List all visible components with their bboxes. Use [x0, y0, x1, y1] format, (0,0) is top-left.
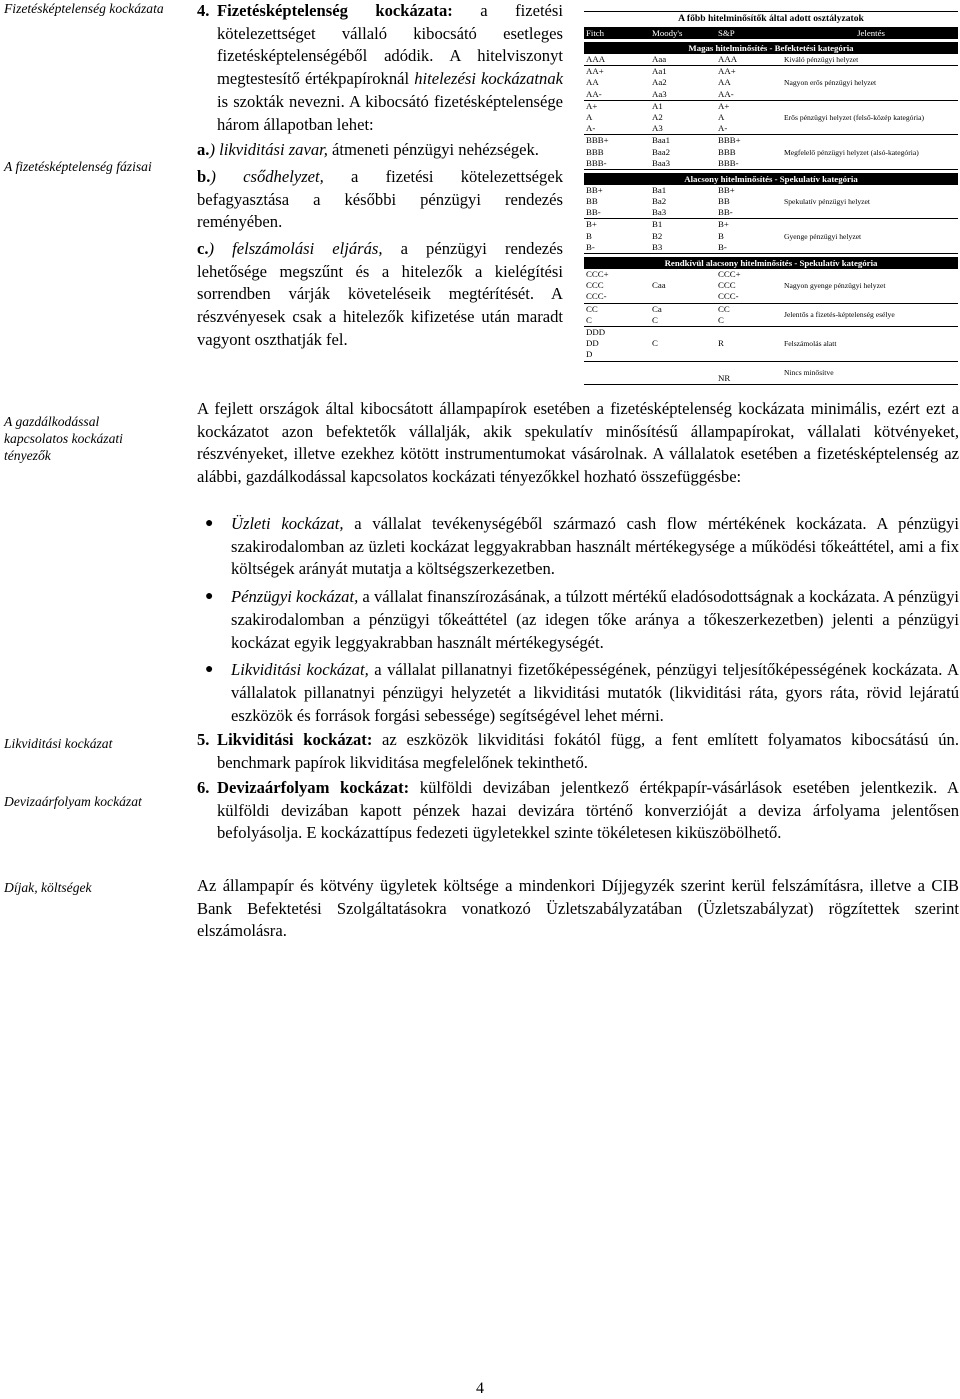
intro-paragraph: A fejlett országok által kibocsátott állampapírok esetében a fizetésképtelenség kockázata minimális, ezért ezt a kockázatot azon befektetők vállalják, akik spekulatív minősítésű állampapírokat, vállalati kötvényeket, részvényeket, illetve ezekhez kötött instrumentumokat vásárolnak. A vállalatok esetében a fizetésképtelenség az alábbi, gazdálkodással kapcsolatos kockázati tényezőkkel hozható összefüggésbe: [197, 399, 959, 487]
fitch-rating: CCC [586, 280, 604, 291]
rating-group [584, 66, 958, 101]
rating-codes [584, 219, 784, 253]
rating-codes [584, 101, 784, 135]
item-term: ) felszámolási eljárás, [208, 239, 383, 259]
rating-codes [584, 185, 784, 219]
fitch-rating: A+ [586, 100, 598, 111]
table-row [584, 185, 784, 196]
section-6-row [197, 777, 959, 845]
rating-group [584, 101, 958, 136]
item-text: átmeneti pénzügyi nehézségek. [327, 140, 539, 160]
item-label: a. [197, 140, 210, 160]
fitch-rating: BBB- [586, 157, 607, 168]
sp-rating: BBB- [718, 157, 739, 168]
section-5-body [217, 729, 959, 774]
list-item-body: a vállalat tevékenységéből származó cash flow mértékének kockázata. A pénzügyi szakirodalomban az üzleti kockázat leggyakrabban használt mértékegysége a működési tőkeáttétel, ami a fix költségek arányát mutatja a költségszerkezetben. [231, 514, 959, 579]
item-term: ) likviditási zavar, [209, 140, 328, 160]
section-title: Likviditási kockázat: [217, 730, 373, 749]
fitch-rating: B- [586, 241, 595, 252]
rating-group [584, 219, 958, 254]
moodys-rating: B2 [652, 230, 663, 241]
sp-rating: R [718, 338, 724, 349]
rating-groups-low [584, 185, 958, 254]
moodys-rating: C [652, 314, 658, 325]
moodys-rating: B3 [652, 241, 663, 252]
rating-meaning: Erős pénzügyi helyzet (felső-közép kategória) [784, 112, 925, 122]
fitch-rating: AA+ [586, 66, 604, 77]
section-number: 6. [197, 778, 210, 797]
fitch-rating: B [586, 230, 592, 241]
sp-rating: B [718, 230, 724, 241]
table-row [584, 54, 784, 65]
moodys-rating: Baa2 [652, 146, 671, 157]
bullet-icon: ● [205, 662, 214, 678]
band-low: Alacsony hitelminősítés - Spekulatív kategória [584, 173, 958, 185]
fitch-rating: DD [586, 338, 599, 349]
list-item-body: a vállalat finanszírozásának, a túlzott mértékű eladósodottságnak a kockázata. A pénzügyi szakirodalomban a pénzügyi tőkeáttétel (az idegen tőke aránya a tőkeszerkezetben) jelenti a pénzügyi kockázat egyik leggyakrabban használt mértékegységét. [231, 587, 959, 652]
sp-rating: A+ [718, 100, 730, 111]
rating-group [584, 304, 958, 327]
rating-table-title: A főbb hitelminősítők által adott osztályzatok [584, 11, 958, 27]
fitch-rating: BB+ [586, 184, 603, 195]
table-row [584, 147, 784, 158]
sp-rating: CC [718, 303, 730, 314]
item-a [197, 139, 563, 162]
fitch-rating: AA [586, 77, 599, 88]
fitch-rating: BB- [586, 207, 601, 218]
rating-groups-extreme [584, 269, 958, 385]
item-text: a fizetési kötelezettségek befagyasztása a későbbi pénzügyi rendezés reményében. [197, 166, 564, 232]
section-6 [197, 777, 959, 845]
fitch-rating: C [586, 314, 592, 325]
fitch-rating [584, 362, 652, 373]
fitch-rating: B+ [586, 219, 597, 230]
list-item-text [231, 513, 959, 581]
item-c [197, 238, 563, 352]
fitch-rating: CCC+ [586, 269, 609, 280]
costs-paragraph: Az állampapír és kötvény ügyletek költsége a mindenkori Díjjegyzék szerint kerül felszámításra, illetve a CIB Bank Befektetési Szolgáltatásokra vonatkozó Üzletszabályzatában (Üzletszabályzat) rögzítettek szerint elszámolásra. [197, 876, 959, 941]
moodys-rating: Aa3 [652, 88, 667, 99]
moodys-rating: Ca [652, 303, 662, 314]
sidebar-label-line: kapcsolatos kockázati [4, 431, 123, 446]
rating-meaning: Nincs minősítve [784, 368, 834, 378]
fitch-rating: A- [586, 123, 596, 134]
table-row [584, 362, 784, 373]
band-high: Magas hitelminősítés - Befektetési kategória [584, 42, 958, 54]
sp-rating: AAA [718, 54, 738, 64]
table-row [584, 269, 784, 280]
header-jelentes: Jelentés [857, 28, 885, 38]
sp-rating: CCC [718, 280, 736, 291]
fitch-rating: CC [586, 303, 598, 314]
rating-codes [584, 327, 784, 361]
moodys-rating: Baa3 [652, 157, 671, 168]
fitch-rating: A [586, 111, 593, 122]
table-row [584, 315, 784, 326]
rating-group [584, 362, 958, 385]
rating-table-header [584, 27, 958, 39]
rating-codes [584, 135, 784, 169]
table-row [584, 66, 784, 77]
rating-codes [584, 304, 784, 326]
list-item-term: Pénzügyi kockázat, [231, 587, 359, 607]
section-4 [197, 0, 563, 352]
rating-group [584, 54, 958, 66]
list-item-term: Üzleti kockázat, [231, 514, 344, 533]
sp-rating: A [718, 111, 725, 122]
list-item-body: a vállalat pillanatnyi fizetőképességének, pénzügyi teljesítőképességének kockázata. A vállalatok pillanatnyi pénzügyi helyzetét a likviditási mutatók (likviditási ráta, gyors ráta, rövid lejáratú eszközök és források forgási sebessége) segítségével lehet mérni. [231, 660, 959, 725]
table-row [584, 373, 784, 384]
table-row [584, 112, 784, 123]
section-text: az eszközök likviditási fokától függ, a fent említett folyamatos kibocsátású ún. benchmark papírok likviditása megfelelőnek tekinthető. [217, 730, 959, 772]
section-title: Devizaárfolyam kockázat: [217, 778, 410, 797]
sp-rating: BB- [718, 207, 733, 218]
moodys-rating [652, 373, 718, 384]
sp-rating: AA- [718, 88, 734, 99]
moodys-rating: Ba1 [652, 184, 667, 195]
table-row [584, 123, 784, 134]
rating-group [584, 185, 958, 220]
moodys-rating [652, 362, 718, 373]
rating-meaning: Spekulatív pénzügyi helyzet [784, 197, 871, 207]
sp-rating: AA+ [718, 66, 736, 77]
sp-rating [718, 349, 784, 360]
rating-meaning: Kiváló pénzügyi helyzet [784, 55, 859, 64]
table-row [584, 219, 784, 230]
section-title: Fizetésképtelenség kockázata: [217, 1, 453, 20]
sp-rating: AA [718, 77, 731, 88]
rating-codes [584, 54, 784, 65]
sp-rating: BBB [718, 146, 736, 157]
rating-group [584, 269, 958, 304]
sp-rating: NR [718, 372, 731, 383]
item-c-body [197, 238, 563, 352]
item-a-body [197, 139, 563, 162]
moodys-rating: Ba3 [652, 207, 667, 218]
fitch-rating: BBB [586, 146, 604, 157]
section-number: 4. [197, 1, 210, 20]
moodys-rating [652, 269, 718, 280]
table-row [584, 349, 784, 360]
sp-rating: B- [718, 241, 727, 252]
table-row [584, 231, 784, 242]
table-row [584, 291, 784, 302]
table-row [584, 77, 784, 88]
rating-meaning: Felszámolás alatt [784, 339, 837, 349]
header-moodys: Moody's [652, 28, 683, 38]
moodys-rating: Aa1 [652, 66, 667, 77]
sidebar-label-line: A gazdálkodással [4, 414, 100, 429]
list-item [205, 513, 959, 581]
moodys-rating: A3 [652, 123, 663, 134]
band-extreme: Rendkívül alacsony hitelminősítés - Spekulatív kategória [584, 257, 958, 269]
moodys-rating: B1 [652, 219, 663, 230]
header-fitch: Fitch [586, 28, 605, 38]
fitch-rating: BB [586, 196, 598, 207]
section-5-row [197, 729, 959, 774]
rating-groups-high [584, 54, 958, 170]
section-6-body [217, 777, 959, 845]
section-4-body [217, 0, 563, 136]
section-5 [197, 729, 959, 774]
sp-rating: C [718, 314, 724, 325]
rating-group [584, 327, 958, 362]
fitch-rating: CCC- [586, 291, 607, 302]
fitch-rating [584, 373, 652, 384]
item-term: ) csődhelyzet, [210, 166, 324, 186]
table-row [584, 242, 784, 253]
moodys-rating: Aa2 [652, 77, 667, 88]
list-item-term: Likviditási kockázat, [231, 660, 369, 680]
moodys-rating [652, 291, 718, 302]
bullet-icon: ● [205, 516, 214, 531]
sp-rating: BB+ [718, 184, 735, 195]
risk-factor-list [205, 513, 959, 732]
sp-rating: CCC- [718, 291, 739, 302]
section-text: külföldi devizában jelentkező értékpapír-vásárlások esetében jelentkezik. A külföldi devizában kapott pénzek hazai devizára történő konverzióját a deviza árfolyama jelentősen befolyásolja. E kockázattípus fedezeti ügyletekkel szinte tökéletesen kiküszöbölhető. [217, 778, 959, 843]
sidebar-label-fizeteskeptelenseg: Fizetésképtelenség kockázata [4, 1, 164, 16]
sp-rating: BBB+ [718, 135, 741, 146]
rating-meaning: Megfelelő pénzügyi helyzet (alsó-kategória) [784, 147, 919, 157]
moodys-rating: Ba2 [652, 196, 667, 207]
table-row [584, 280, 784, 291]
fitch-rating: DDD [586, 326, 606, 337]
section-text-italic: hitelezési kockázatnak [414, 69, 563, 89]
rating-codes [584, 269, 784, 303]
sp-rating: CCC+ [718, 269, 741, 280]
sidebar-label-devizaarfolyam: Devizaárfolyam kockázat [4, 794, 142, 809]
sp-rating [718, 362, 784, 373]
fitch-rating: AA- [586, 88, 602, 99]
moodys-rating [652, 349, 718, 360]
moodys-rating: Caa [652, 280, 666, 291]
sp-rating: BB [718, 196, 730, 207]
section-4-heading [197, 0, 563, 136]
item-label: b. [197, 166, 211, 186]
sp-rating [718, 327, 784, 338]
fitch-rating: BBB+ [586, 135, 609, 146]
item-label: c. [197, 239, 209, 259]
page-number: 4 [476, 1380, 484, 1397]
rating-meaning: Nagyon erős pénzügyi helyzet [784, 78, 877, 88]
item-text: a pénzügyi rendezés lehetősége megszűnt és a hitelezők a kielégítési sorrendben várják követeléseik megtérítését. A részvényesek csak a hitelezők kifizetése után maradt vagyont oszthatják fel. [197, 239, 563, 349]
item-b-body [197, 166, 563, 234]
fitch-rating: D [586, 349, 593, 360]
sidebar-label-dijak: Díjak, költségek [4, 880, 92, 895]
section-text: is szokták nevezni. A kibocsátó fizetésképtelensége három állapotban lehet: [217, 91, 563, 134]
moodys-rating: Aaa [652, 54, 667, 64]
rating-table [584, 11, 958, 385]
rating-meaning: Jelentős a fizetés-képtelenség esélye [784, 310, 895, 320]
list-item-text [231, 586, 959, 654]
rating-meaning: Nagyon gyenge pénzügyi helyzet [784, 281, 886, 291]
table-row [584, 338, 784, 349]
rating-meaning: Gyenge pénzügyi helyzet [784, 231, 862, 241]
table-row [584, 158, 784, 169]
table-row [584, 327, 784, 338]
item-b [197, 166, 563, 234]
moodys-rating [652, 327, 718, 338]
list-item [205, 586, 959, 654]
section-number: 5. [197, 730, 210, 749]
table-row [584, 207, 784, 218]
header-sp: S&P [718, 28, 735, 38]
table-row [584, 101, 784, 112]
sidebar-label-line: tényezők [4, 448, 51, 463]
list-item-text [231, 659, 959, 727]
table-row [584, 304, 784, 315]
fitch-rating: AAA [586, 54, 606, 64]
table-row [584, 196, 784, 207]
sp-rating: A- [718, 123, 728, 134]
sidebar-label-likviditasi: Likviditási kockázat [4, 736, 113, 751]
table-row [584, 89, 784, 100]
moodys-rating: A1 [652, 100, 663, 111]
table-row [584, 135, 784, 146]
sp-rating: B+ [718, 219, 729, 230]
moodys-rating: C [652, 338, 658, 349]
moodys-rating: A2 [652, 111, 663, 122]
bullet-icon: ● [205, 589, 214, 605]
rating-group [584, 135, 958, 170]
section-text: a fizetési kötelezettséget vállaló kibocsátó esetleges fizetésképtelenségéből adódik. A hitelviszonyt megtestesítő értékpapíroknál [217, 1, 563, 89]
list-item [205, 659, 959, 727]
rating-codes [584, 362, 784, 384]
sidebar-label-fazisai: A fizetésképtelenség fázisai [4, 159, 152, 174]
rating-codes [584, 66, 784, 100]
sidebar-label-gazdalkodassal [4, 413, 172, 464]
moodys-rating: Baa1 [652, 135, 671, 146]
